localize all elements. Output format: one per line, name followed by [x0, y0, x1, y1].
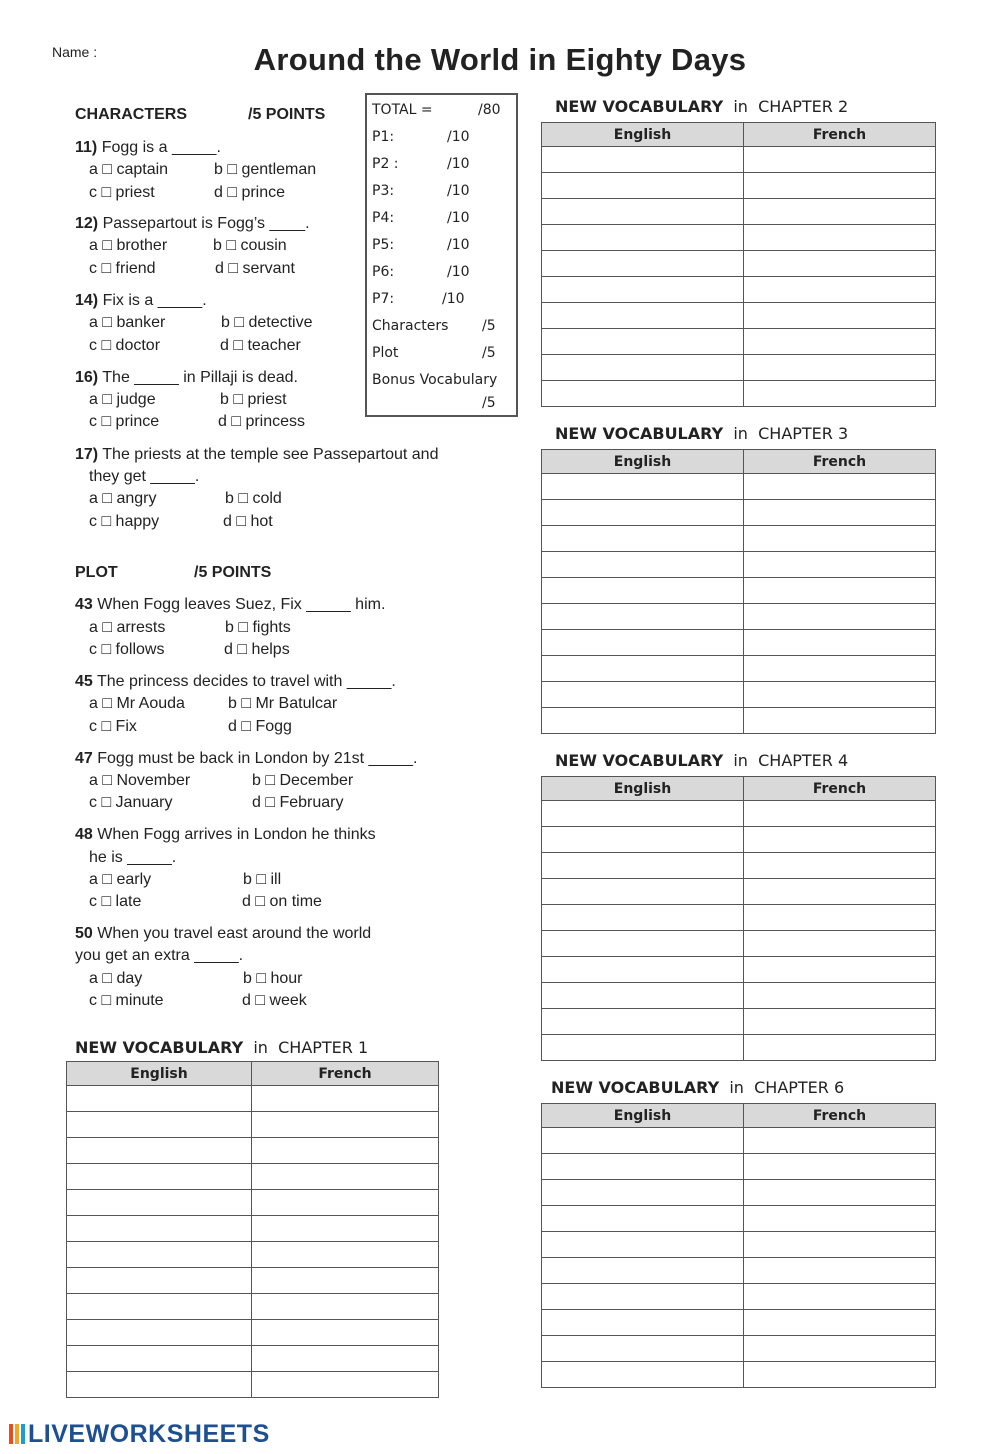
- english-cell[interactable]: [542, 656, 744, 682]
- french-cell[interactable]: [744, 827, 936, 853]
- column-header-english: English: [542, 1104, 744, 1128]
- english-cell[interactable]: [542, 526, 744, 552]
- english-cell[interactable]: [542, 1180, 744, 1206]
- vocab-row: [542, 983, 936, 1009]
- english-cell[interactable]: [542, 355, 744, 381]
- vocab-table-chapter-3: [541, 449, 936, 734]
- column-header-french: French: [744, 450, 936, 474]
- column-header-french: French: [744, 777, 936, 801]
- option-48a[interactable]: a □ early: [89, 871, 152, 888]
- vocab-row: [542, 853, 936, 879]
- score-p7: P7: /10: [372, 291, 465, 307]
- french-cell[interactable]: [744, 1154, 936, 1180]
- french-cell[interactable]: [744, 355, 936, 381]
- option-17b[interactable]: b □ cold: [225, 490, 282, 507]
- column-header-english: English: [542, 123, 744, 147]
- vocab-row: [542, 251, 936, 277]
- option-45c[interactable]: c □ Fix: [89, 718, 137, 735]
- french-cell[interactable]: [252, 1086, 439, 1112]
- vocab-row: [67, 1216, 439, 1242]
- vocab-row: [542, 1035, 936, 1061]
- score-p4: P4: /10: [372, 210, 470, 226]
- english-cell[interactable]: [542, 827, 744, 853]
- option-11d[interactable]: d □ prince: [214, 184, 286, 201]
- option-48d[interactable]: d □ on time: [242, 893, 322, 910]
- english-cell[interactable]: [542, 173, 744, 199]
- french-cell[interactable]: [252, 1268, 439, 1294]
- french-cell[interactable]: [744, 801, 936, 827]
- vocab-table-chapter-1: [66, 1061, 439, 1398]
- vocab-title-chapter-1: NEW VOCABULARY in CHAPTER 1: [75, 1038, 369, 1057]
- question-50-line2: you get an extra _____.: [75, 947, 244, 964]
- french-cell[interactable]: [744, 682, 936, 708]
- option-50c[interactable]: c □ minute: [89, 992, 164, 1009]
- vocab-row: [542, 630, 936, 656]
- option-48c[interactable]: c □ late: [89, 893, 142, 910]
- option-47b[interactable]: b □ December: [252, 772, 354, 789]
- vocab-row: [542, 905, 936, 931]
- english-cell[interactable]: [542, 303, 744, 329]
- score-plot: Plot /5: [372, 345, 496, 361]
- french-cell[interactable]: [744, 173, 936, 199]
- french-cell[interactable]: [744, 853, 936, 879]
- column-header-english: English: [542, 777, 744, 801]
- option-45d[interactable]: d □ Fogg: [228, 718, 292, 735]
- english-cell[interactable]: [542, 1009, 744, 1035]
- english-cell[interactable]: [542, 1035, 744, 1061]
- option-12b[interactable]: b □ cousin: [213, 237, 287, 254]
- option-14b[interactable]: b □ detective: [221, 314, 313, 331]
- english-cell[interactable]: [542, 682, 744, 708]
- vocab-row: [67, 1294, 439, 1320]
- english-cell[interactable]: [67, 1112, 252, 1138]
- vocab-title-chapter-4: NEW VOCABULARY in CHAPTER 4: [555, 751, 849, 770]
- option-43c[interactable]: c □ follows: [89, 641, 165, 658]
- vocab-row: [542, 1128, 936, 1154]
- french-cell[interactable]: [252, 1112, 439, 1138]
- characters-points: /5 POINTS: [248, 106, 326, 123]
- option-12c[interactable]: c □ friend: [89, 260, 156, 277]
- vocab-row: [542, 500, 936, 526]
- french-cell[interactable]: [744, 303, 936, 329]
- english-cell[interactable]: [542, 1284, 744, 1310]
- vocab-table-chapter-6: [541, 1103, 936, 1388]
- english-cell[interactable]: [542, 1310, 744, 1336]
- vocab-row: [67, 1138, 439, 1164]
- french-cell[interactable]: [744, 879, 936, 905]
- option-43b[interactable]: b □ fights: [225, 619, 291, 636]
- vocab-row: [542, 604, 936, 630]
- vocab-row: [542, 381, 936, 407]
- english-cell[interactable]: [542, 277, 744, 303]
- option-16c[interactable]: c □ prince: [89, 413, 160, 430]
- vocab-row: [542, 1154, 936, 1180]
- french-cell[interactable]: [744, 500, 936, 526]
- vocab-row: [542, 957, 936, 983]
- liveworksheets-logo: LIVEWORKSHEETS: [8, 1420, 270, 1449]
- french-cell[interactable]: [744, 474, 936, 500]
- option-16d[interactable]: d □ princess: [218, 413, 306, 430]
- english-cell[interactable]: [542, 931, 744, 957]
- french-cell[interactable]: [744, 1362, 936, 1388]
- french-cell[interactable]: [744, 147, 936, 173]
- score-total: TOTAL = /80: [372, 102, 501, 118]
- column-header-french: French: [744, 1104, 936, 1128]
- french-cell[interactable]: [744, 1258, 936, 1284]
- vocab-row: [542, 173, 936, 199]
- vocab-row: [542, 329, 936, 355]
- characters-heading: CHARACTERS: [75, 106, 187, 123]
- option-43d[interactable]: d □ helps: [224, 641, 290, 658]
- french-cell[interactable]: [744, 1128, 936, 1154]
- english-cell[interactable]: [542, 708, 744, 734]
- option-47d[interactable]: d □ February: [252, 794, 344, 811]
- option-43a[interactable]: a □ arrests: [89, 619, 166, 636]
- plot-points: /5 POINTS: [194, 564, 272, 581]
- page-title: Around the World in Eighty Days: [253, 42, 747, 77]
- english-cell[interactable]: [542, 905, 744, 931]
- english-cell[interactable]: [542, 957, 744, 983]
- vocab-row: [542, 355, 936, 381]
- vocab-row: [542, 1258, 936, 1284]
- vocab-row: [67, 1190, 439, 1216]
- french-cell[interactable]: [744, 931, 936, 957]
- english-cell[interactable]: [67, 1346, 252, 1372]
- french-cell[interactable]: [744, 708, 936, 734]
- question-17: 17) The priests at the temple see Passepartout and: [75, 446, 439, 463]
- question-50: 50 When you travel east around the world: [75, 925, 372, 942]
- english-cell[interactable]: [542, 147, 744, 173]
- vocab-row: [542, 225, 936, 251]
- english-cell[interactable]: [542, 1128, 744, 1154]
- english-cell[interactable]: [67, 1268, 252, 1294]
- vocab-title-chapter-2: NEW VOCABULARY in CHAPTER 2: [555, 97, 849, 116]
- french-cell[interactable]: [744, 552, 936, 578]
- english-cell[interactable]: [542, 1362, 744, 1388]
- vocab-row: [542, 1310, 936, 1336]
- english-cell[interactable]: [67, 1086, 252, 1112]
- english-cell[interactable]: [542, 578, 744, 604]
- vocab-table-chapter-4: [541, 776, 936, 1061]
- english-cell[interactable]: [67, 1164, 252, 1190]
- vocab-row: [67, 1346, 439, 1372]
- english-cell[interactable]: [542, 199, 744, 225]
- score-bonus-vocabulary: Bonus Vocabulary /5: [372, 372, 498, 411]
- vocab-row: [67, 1268, 439, 1294]
- english-cell[interactable]: [67, 1320, 252, 1346]
- plot-heading: PLOT: [75, 564, 118, 581]
- vocab-row: [542, 801, 936, 827]
- option-45a[interactable]: a □ Mr Aouda: [89, 695, 185, 712]
- vocab-row: [542, 1284, 936, 1310]
- french-cell[interactable]: [744, 957, 936, 983]
- vocab-row: [542, 474, 936, 500]
- french-cell[interactable]: [744, 329, 936, 355]
- english-cell[interactable]: [542, 1336, 744, 1362]
- question-16: 16) The _____ in Pillaji is dead.: [75, 369, 298, 386]
- english-cell[interactable]: [542, 1154, 744, 1180]
- score-p5: P5: /10: [372, 237, 470, 253]
- vocab-row: [542, 1362, 936, 1388]
- vocab-row: [542, 879, 936, 905]
- english-cell[interactable]: [542, 1232, 744, 1258]
- english-cell[interactable]: [542, 853, 744, 879]
- english-cell[interactable]: [542, 381, 744, 407]
- option-50b[interactable]: b □ hour: [243, 970, 303, 987]
- french-cell[interactable]: [744, 604, 936, 630]
- french-cell[interactable]: [744, 225, 936, 251]
- english-cell[interactable]: [542, 604, 744, 630]
- option-48b[interactable]: b □ ill: [243, 871, 282, 888]
- french-cell[interactable]: [744, 1035, 936, 1061]
- option-14a[interactable]: a □ banker: [89, 314, 166, 331]
- english-cell[interactable]: [542, 1206, 744, 1232]
- english-cell[interactable]: [542, 251, 744, 277]
- score-box: [365, 93, 518, 417]
- vocab-row: [542, 277, 936, 303]
- french-cell[interactable]: [744, 983, 936, 1009]
- vocab-row: [542, 578, 936, 604]
- english-cell[interactable]: [67, 1138, 252, 1164]
- english-cell[interactable]: [542, 983, 744, 1009]
- option-17c[interactable]: c □ happy: [89, 513, 160, 530]
- english-cell[interactable]: [542, 225, 744, 251]
- question-14: 14) Fix is a _____.: [75, 292, 207, 309]
- vocab-row: [67, 1112, 439, 1138]
- vocab-row: [542, 552, 936, 578]
- score-p1: P1: /10: [372, 129, 470, 145]
- option-16a[interactable]: a □ judge: [89, 391, 156, 408]
- name-label: Name :: [52, 44, 98, 60]
- french-cell[interactable]: [252, 1242, 439, 1268]
- french-cell[interactable]: [744, 381, 936, 407]
- english-cell[interactable]: [67, 1372, 252, 1398]
- french-cell[interactable]: [744, 199, 936, 225]
- option-17d[interactable]: d □ hot: [223, 513, 273, 530]
- vocab-row: [542, 1206, 936, 1232]
- vocab-row: [67, 1242, 439, 1268]
- question-12: 12) Passepartout is Fogg’s ____.: [75, 215, 310, 232]
- score-p3: P3: /10: [372, 183, 470, 199]
- french-cell[interactable]: [744, 1180, 936, 1206]
- french-cell[interactable]: [252, 1346, 439, 1372]
- french-cell[interactable]: [252, 1138, 439, 1164]
- french-cell[interactable]: [744, 630, 936, 656]
- question-17-line2: they get _____.: [89, 468, 200, 485]
- english-cell[interactable]: [542, 630, 744, 656]
- score-p6: P6: /10: [372, 264, 470, 280]
- option-50a[interactable]: a □ day: [89, 970, 143, 987]
- vocab-row: [67, 1164, 439, 1190]
- score-p2: P2 : /10: [372, 156, 470, 172]
- option-11b[interactable]: b □ gentleman: [214, 161, 317, 178]
- vocab-row: [542, 708, 936, 734]
- vocab-row: [542, 827, 936, 853]
- french-cell[interactable]: [744, 1009, 936, 1035]
- vocab-row: [67, 1320, 439, 1346]
- french-cell[interactable]: [744, 1232, 936, 1258]
- question-48-line2: he is _____.: [89, 849, 177, 866]
- column-header-english: English: [542, 450, 744, 474]
- english-cell[interactable]: [542, 474, 744, 500]
- vocab-row: [542, 1180, 936, 1206]
- option-50d[interactable]: d □ week: [242, 992, 307, 1009]
- french-cell[interactable]: [252, 1320, 439, 1346]
- english-cell[interactable]: [67, 1190, 252, 1216]
- french-cell[interactable]: [744, 905, 936, 931]
- english-cell[interactable]: [67, 1216, 252, 1242]
- vocab-row: [542, 199, 936, 225]
- option-17a[interactable]: a □ angry: [89, 490, 157, 507]
- french-cell[interactable]: [252, 1216, 439, 1242]
- french-cell[interactable]: [744, 277, 936, 303]
- vocab-title-chapter-3: NEW VOCABULARY in CHAPTER 3: [555, 424, 849, 443]
- option-47c[interactable]: c □ January: [89, 794, 173, 811]
- vocab-row: [67, 1086, 439, 1112]
- score-characters: Characters /5: [372, 318, 496, 334]
- option-12a[interactable]: a □ brother: [89, 237, 168, 254]
- english-cell[interactable]: [67, 1294, 252, 1320]
- option-47a[interactable]: a □ November: [89, 772, 191, 789]
- liveworksheets-logo-icon: [8, 1423, 26, 1445]
- option-11a[interactable]: a □ captain: [89, 161, 169, 178]
- english-cell[interactable]: [67, 1242, 252, 1268]
- vocab-title-chapter-6: NEW VOCABULARY in CHAPTER 6: [551, 1078, 845, 1097]
- french-cell[interactable]: [744, 578, 936, 604]
- vocab-table-chapter-2: [541, 122, 936, 407]
- vocab-row: [542, 931, 936, 957]
- french-cell[interactable]: [252, 1164, 439, 1190]
- french-cell[interactable]: [744, 1336, 936, 1362]
- english-cell[interactable]: [542, 879, 744, 905]
- english-cell[interactable]: [542, 500, 744, 526]
- vocab-row: [542, 656, 936, 682]
- french-cell[interactable]: [744, 526, 936, 552]
- option-45b[interactable]: b □ Mr Batulcar: [228, 695, 338, 712]
- question-43: 43 When Fogg leaves Suez, Fix _____ him.: [75, 596, 386, 613]
- english-cell[interactable]: [542, 329, 744, 355]
- option-14d[interactable]: d □ teacher: [220, 337, 301, 354]
- vocab-row: [67, 1372, 439, 1398]
- vocab-row: [542, 682, 936, 708]
- french-cell[interactable]: [252, 1190, 439, 1216]
- english-cell[interactable]: [542, 1258, 744, 1284]
- french-cell[interactable]: [252, 1294, 439, 1320]
- question-11: 11) Fogg is a _____.: [75, 139, 221, 156]
- vocab-row: [542, 147, 936, 173]
- question-45: 45 The princess decides to travel with _____.: [75, 673, 396, 690]
- french-cell[interactable]: [252, 1372, 439, 1398]
- english-cell[interactable]: [542, 801, 744, 827]
- option-16b[interactable]: b □ priest: [220, 391, 287, 408]
- option-14c[interactable]: c □ doctor: [89, 337, 161, 354]
- vocab-row: [542, 1232, 936, 1258]
- vocab-row: [542, 1009, 936, 1035]
- french-cell[interactable]: [744, 656, 936, 682]
- french-cell[interactable]: [744, 1284, 936, 1310]
- question-48: 48 When Fogg arrives in London he thinks: [75, 826, 376, 843]
- vocab-row: [542, 303, 936, 329]
- column-header-french: French: [744, 123, 936, 147]
- vocab-row: [542, 1336, 936, 1362]
- french-cell[interactable]: [744, 1206, 936, 1232]
- option-11c[interactable]: c □ priest: [89, 184, 155, 201]
- french-cell[interactable]: [744, 1310, 936, 1336]
- option-12d[interactable]: d □ servant: [215, 260, 295, 277]
- vocab-row: [542, 526, 936, 552]
- french-cell[interactable]: [744, 251, 936, 277]
- question-47: 47 Fogg must be back in London by 21st _____.: [75, 750, 418, 767]
- column-header-english: English: [67, 1062, 252, 1086]
- english-cell[interactable]: [542, 552, 744, 578]
- column-header-french: French: [252, 1062, 439, 1086]
